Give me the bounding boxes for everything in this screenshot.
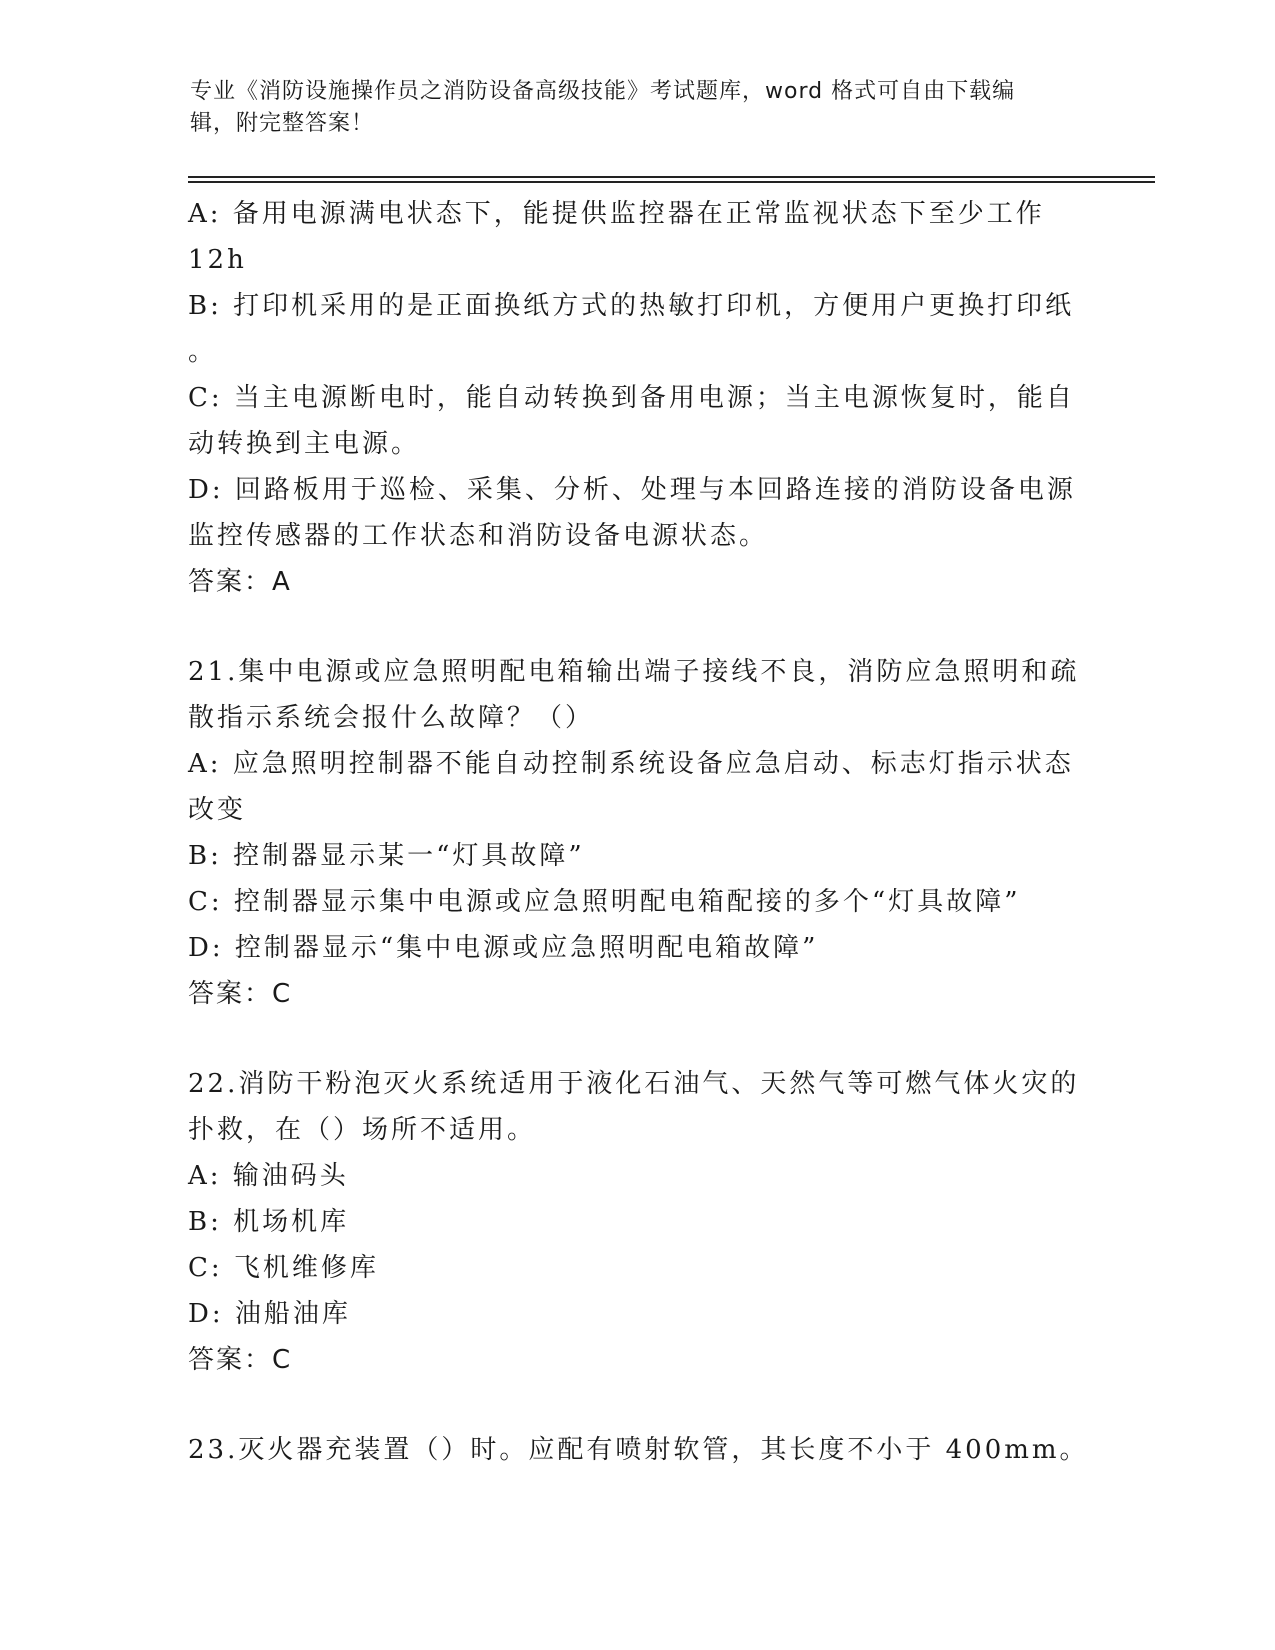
option-line: D: 回路板用于巡检、采集、分析、处理与本回路连接的消防设备电源 xyxy=(188,475,1076,505)
option-line: A: 应急照明控制器不能自动控制系统设备应急启动、标志灯指示状态 xyxy=(188,749,1074,779)
option-c: C: 控制器显示集中电源或应急照明配电箱配接的多个“灯具故障” xyxy=(188,887,1021,917)
question-21 xyxy=(188,649,1088,1017)
option-c: C: 飞机维修库 xyxy=(188,1253,379,1283)
question-23 xyxy=(188,1427,1088,1473)
option-d xyxy=(188,467,1088,559)
header-divider-top xyxy=(188,176,1155,178)
option-d: D: 控制器显示“集中电源或应急照明配电箱故障” xyxy=(188,933,819,963)
option-d: D: 油船油库 xyxy=(188,1299,351,1329)
option-a xyxy=(188,191,1088,283)
question-stem-line: 扑救，在（）场所不适用。 xyxy=(188,1115,537,1145)
option-line: 监控传感器的工作状态和消防设备电源状态。 xyxy=(188,521,769,551)
option-line: 。 xyxy=(188,337,218,367)
option-b: B: 控制器显示某一“灯具故障” xyxy=(188,841,585,871)
question-20-continuation xyxy=(188,191,1088,605)
header-line-1: 专业《消防设施操作员之消防设备高级技能》考试题库，word 格式可自由下载编 xyxy=(190,79,1016,104)
question-22 xyxy=(188,1061,1088,1383)
answer-label: 答案：C xyxy=(188,979,293,1009)
header-divider-bottom xyxy=(188,181,1155,183)
option-a xyxy=(188,741,1088,833)
answer-label: 答案：C xyxy=(188,1345,293,1375)
option-c xyxy=(188,375,1088,467)
option-line: 12h xyxy=(188,245,247,275)
option-line: 动转换到主电源。 xyxy=(188,429,421,459)
option-line: A: 备用电源满电状态下，能提供监控器在正常监视状态下至少工作 xyxy=(188,199,1045,229)
option-b: B: 机场机库 xyxy=(188,1207,350,1237)
question-stem-line: 22.消防干粉泡灭火系统适用于液化石油气、天然气等可燃气体火灾的 xyxy=(188,1069,1080,1099)
question-stem-line: 21.集中电源或应急照明配电箱输出端子接线不良，消防应急照明和疏 xyxy=(188,657,1080,687)
question-stem-line: 23.灭火器充装置（）时。应配有喷射软管，其长度不小于 400mm。 xyxy=(188,1435,1089,1465)
header-line-2: 辑，附完整答案！ xyxy=(190,111,375,136)
option-a: A: 输油码头 xyxy=(188,1161,349,1191)
option-line: C: 当主电源断电时，能自动转换到备用电源；当主电源恢复时，能自 xyxy=(188,383,1075,413)
question-list xyxy=(188,191,1088,1473)
option-line: B: 打印机采用的是正面换纸方式的热敏打印机，方便用户更换打印纸 xyxy=(188,291,1075,321)
option-line: 改变 xyxy=(188,795,247,825)
answer-label: 答案：A xyxy=(188,567,292,597)
question-stem-line: 散指示系统会报什么故障？（） xyxy=(188,703,595,733)
document-header xyxy=(190,76,1090,140)
option-b xyxy=(188,283,1088,375)
